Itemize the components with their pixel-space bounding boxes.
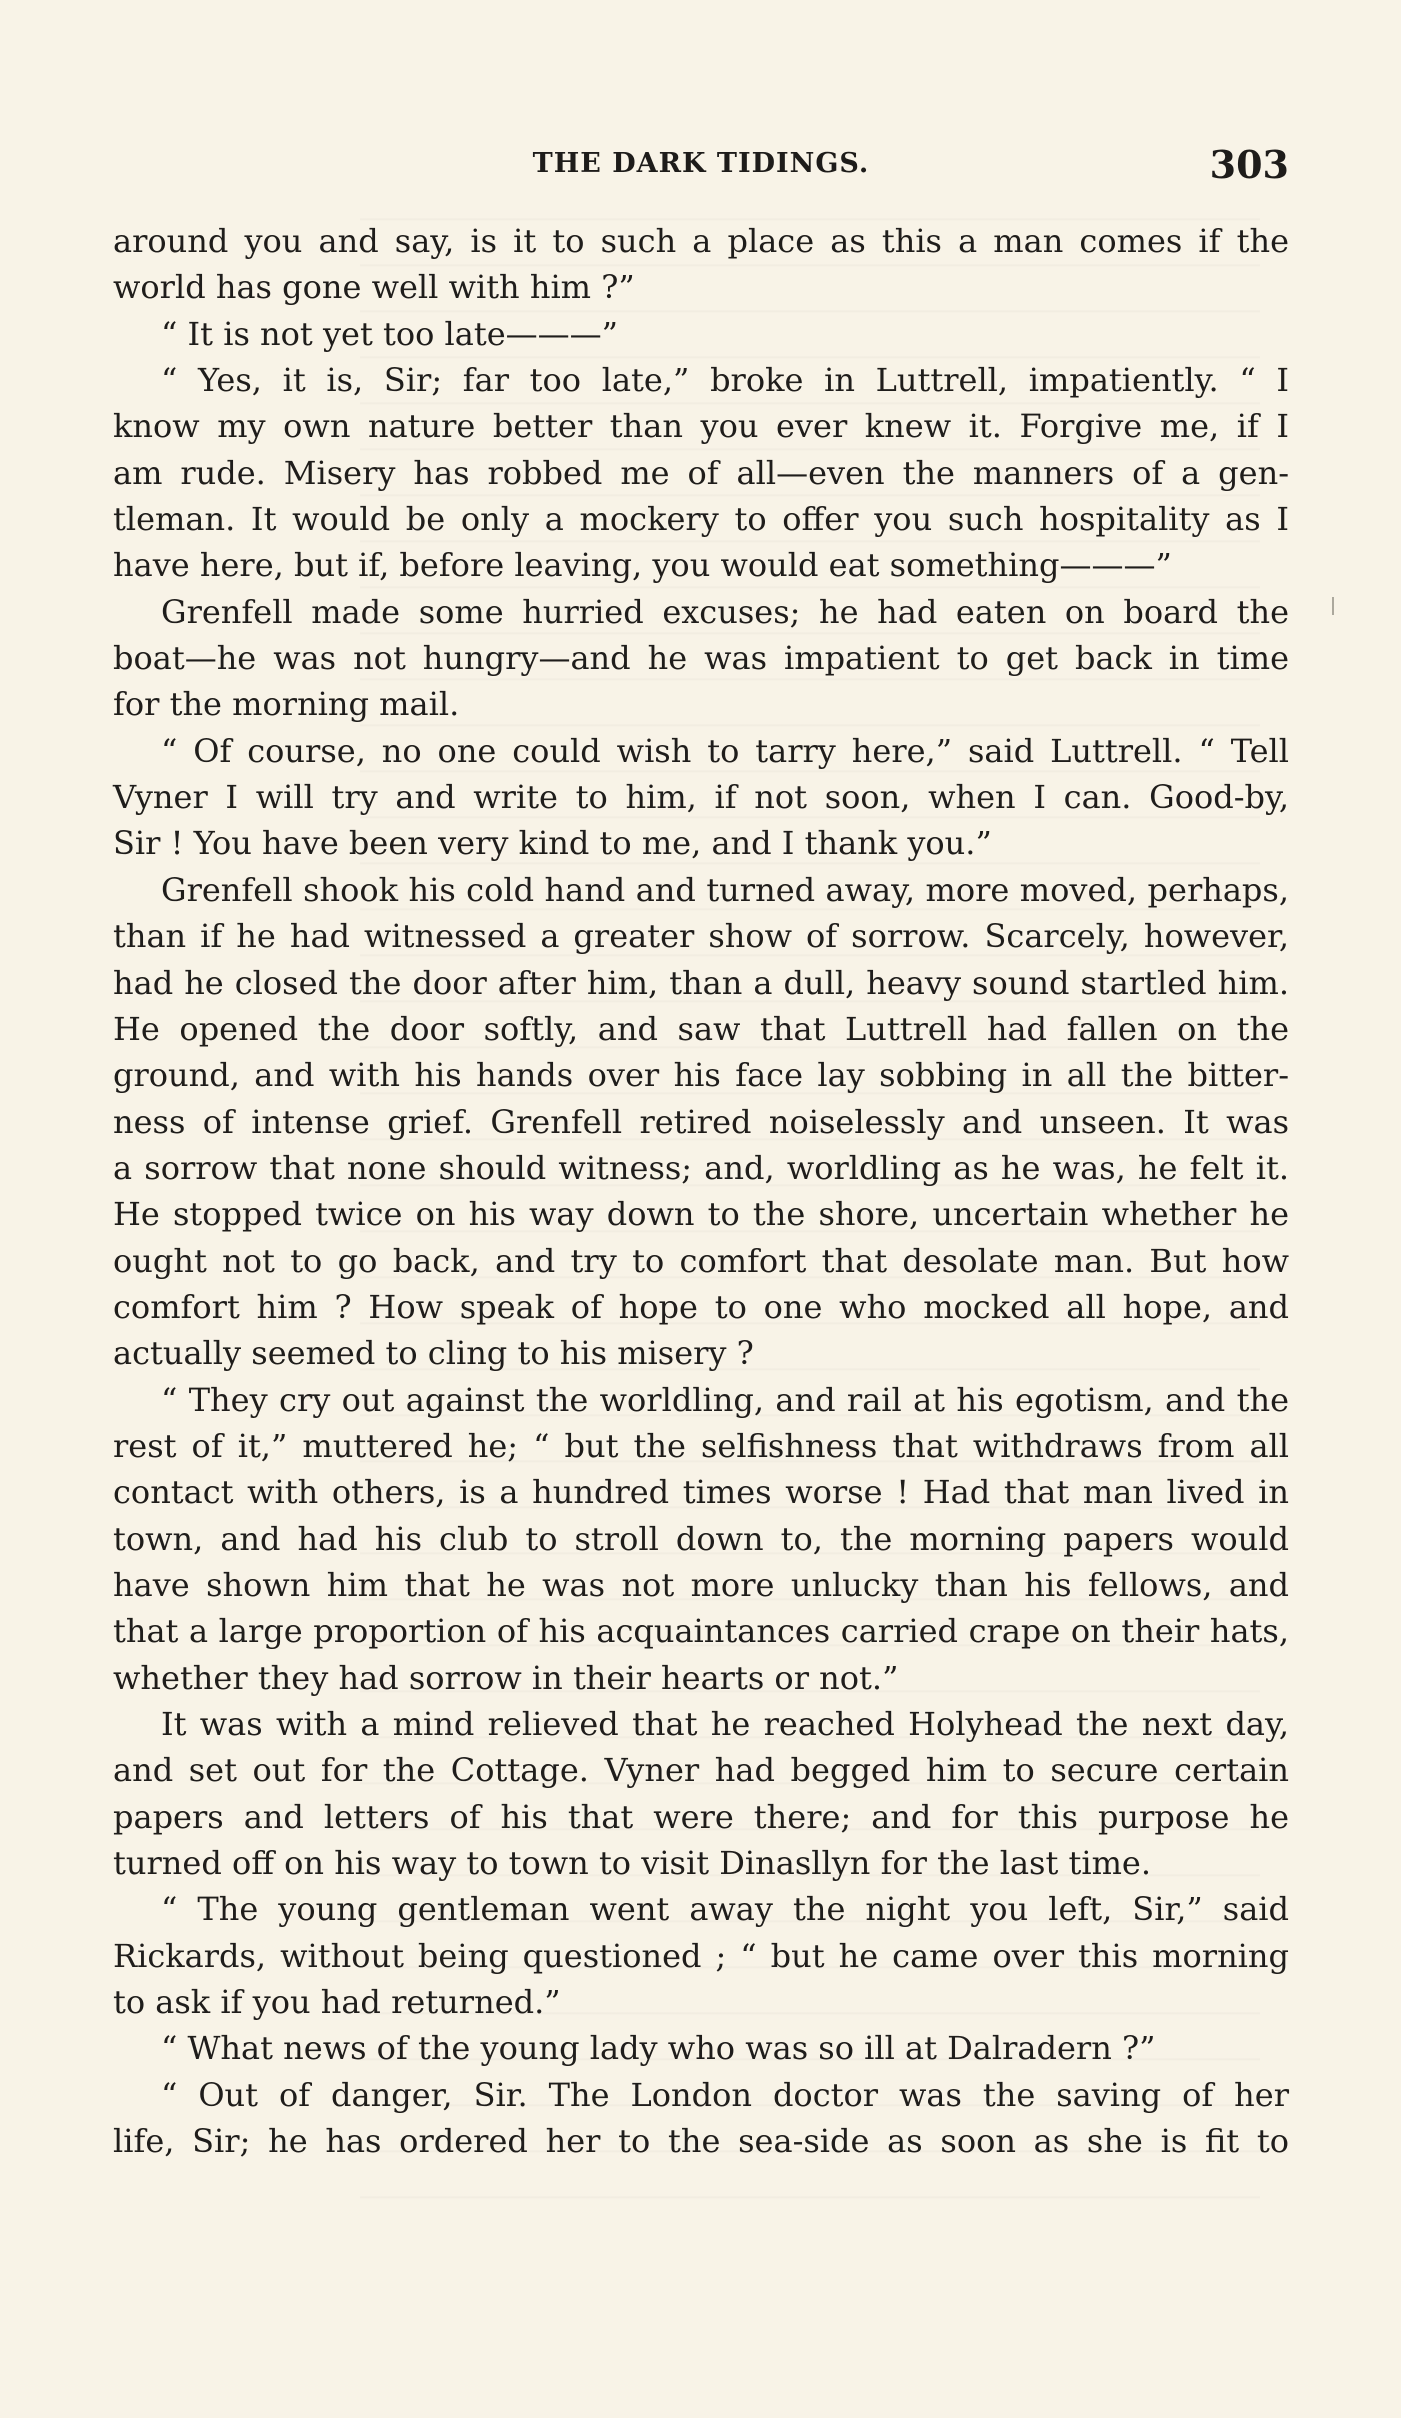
text-line: Grenfell made some hurried excuses; he had eaten on board the — [161, 592, 1289, 631]
text-line: “ They cry out against the worldling, and rail at his egotism, and the — [161, 1380, 1289, 1419]
running-title: THE DARK TIDINGS. — [532, 148, 870, 179]
text-line: papers and letters of his that were there; and for this purpose he — [113, 1797, 1289, 1836]
text-line: “ Yes, it is, Sir; far too late,” broke in Luttrell, impatiently. “ I — [161, 361, 1289, 400]
text-line: He opened the door softly, and saw that Luttrell had fallen on the — [113, 1009, 1289, 1048]
text-line: Rickards, without being questioned ; “ but he came over this morning — [113, 1936, 1289, 1975]
text-line: Grenfell shook his cold hand and turned away, more moved, perhaps, — [161, 870, 1289, 909]
text-line: “ Out of danger, Sir. The London doctor was the saving of her — [161, 2075, 1289, 2114]
text-line: that a large proportion of his acquaintances carried crape on their hats, — [113, 1612, 1289, 1651]
text-line: rest of it,” muttered he; “ but the selfishness that withdraws from all — [113, 1426, 1289, 1465]
text-line: and set out for the Cottage. Vyner had begged him to secure certain — [113, 1751, 1289, 1790]
text-line: tleman. It would be only a mockery to offer you such hospitality as I — [113, 500, 1289, 539]
text-line: know my own nature better than you ever knew it. Forgive me, if I — [113, 407, 1289, 446]
text-line: boat—he was not hungry—and he was impatient to get back in time — [113, 639, 1289, 678]
text-line: have here, but if, before leaving, you would eat something———” — [113, 546, 1172, 585]
margin-mark — [1332, 597, 1334, 615]
text-line: a sorrow that none should witness; and, worldling as he was, he felt it. — [113, 1148, 1289, 1187]
text-line: am rude. Misery has robbed me of all—even the manners of a gen- — [113, 453, 1289, 492]
text-line: whether they had sorrow in their hearts or not.” — [113, 1658, 899, 1697]
text-line: life, Sir; he has ordered her to the sea-side as soon as she is fit to — [113, 2122, 1289, 2161]
page-number: 303 — [1209, 142, 1289, 187]
text-line: He stopped twice on his way down to the shore, uncertain whether he — [113, 1195, 1289, 1234]
text-line: have shown him that he was not more unlucky than his fellows, and — [113, 1565, 1289, 1604]
text-line: contact with others, is a hundred times worse ! Had that man lived in — [113, 1473, 1289, 1512]
text-line: ought not to go back, and try to comfort that desolate man. But how — [113, 1241, 1289, 1280]
text-line: town, and had his club to stroll down to, the morning papers would — [113, 1519, 1289, 1558]
text-line: than if he had witnessed a greater show of sorrow. Scarcely, however, — [113, 917, 1289, 956]
text-line: actually seemed to cling to his misery ? — [113, 1334, 754, 1373]
text-line: Vyner I will try and write to him, if not soon, when I can. Good-by, — [113, 778, 1289, 817]
text-line: “ The young gentleman went away the night you left, Sir,” said — [161, 1890, 1289, 1929]
text-line: “ It is not yet too late———” — [161, 314, 619, 353]
text-line: “ What news of the young lady who was so ill at Dalradern ?” — [161, 2029, 1156, 2068]
text-line: ness of intense grief. Grenfell retired noiselessly and unseen. It was — [113, 1102, 1289, 1141]
text-line: “ Of course, no one could wish to tarry here,” said Luttrell. “ Tell — [161, 731, 1289, 770]
text-line: turned off on his way to town to visit Dinasllyn for the last time. — [113, 1844, 1152, 1883]
text-line: world has gone well with him ?” — [113, 268, 635, 307]
body-text — [113, 218, 1289, 2164]
text-line: Sir ! You have been very kind to me, and I thank you.” — [113, 824, 992, 863]
text-line: had he closed the door after him, than a dull, heavy sound startled him. — [113, 963, 1289, 1002]
text-line: around you and say, is it to such a place as this a man comes if the — [113, 222, 1289, 260]
text-line: for the morning mail. — [113, 685, 460, 724]
text-line: It was with a mind relieved that he reached Holyhead the next day, — [161, 1705, 1289, 1743]
text-line: comfort him ? How speak of hope to one who mocked all hope, and — [113, 1287, 1289, 1326]
text-line: ground, and with his hands over his face lay sobbing in all the bitter- — [113, 1056, 1289, 1095]
text-line: to ask if you had returned.” — [113, 1983, 561, 2022]
running-head — [113, 142, 1289, 192]
